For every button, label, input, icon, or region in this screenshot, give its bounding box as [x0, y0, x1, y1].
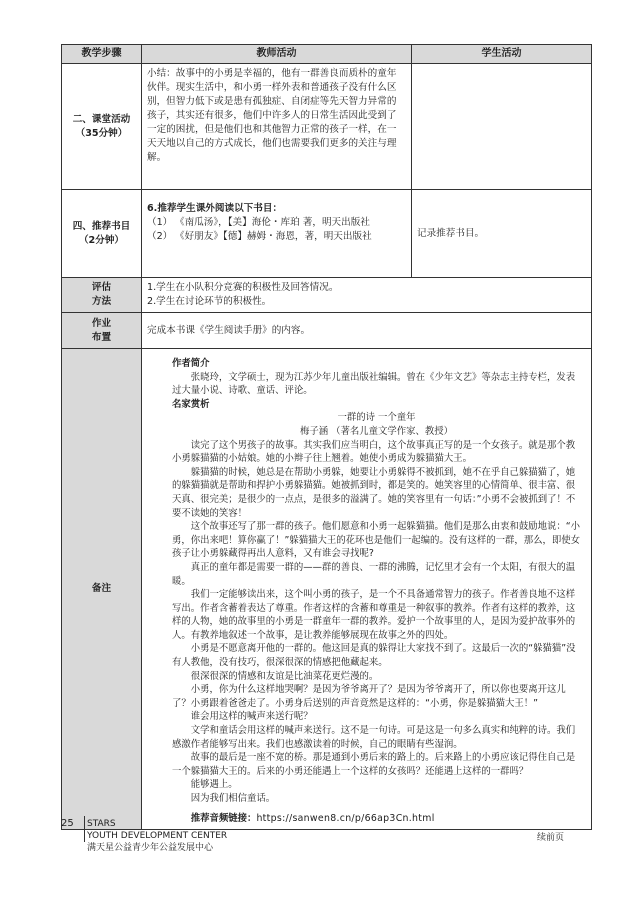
evaluation-line-2: 2.学生在讨论环节的积极性。 — [147, 296, 272, 307]
audio-link-label: 推荐音频链接： — [190, 812, 257, 824]
audio-link-url[interactable]: https://sanwen8.cn/p/66ap3Cn.html — [256, 812, 435, 824]
essay-author: 梅子涵 （著名儿童文学作家、教授） — [300, 425, 453, 437]
homework-label-2: 布置 — [91, 331, 112, 343]
step-books-title: 四、推荐书目 — [72, 220, 131, 232]
row-homework — [62, 313, 592, 349]
org-line-3: 满天星公益青少年公益发展中心 — [87, 843, 214, 853]
evaluation-content-cell — [142, 278, 592, 313]
step-classroom-title: 二、课堂活动 — [72, 113, 131, 125]
author-bio: 张晓玲，文学硕士，现为江苏少年儿童出版社编辑。曾在《少年文艺》等杂志主持专栏，发表过大量小说、诗歌、童话、评论。 — [172, 371, 576, 397]
header-student: 学生活动 — [412, 45, 592, 64]
essay-paragraph-10: 文学和童话会用这样的喊声来送行。这不是一句诗。可是这是一句多么真实和纯粹的诗。我们感激作者能够写出来。我们也感激读着的时候，自己的眼睛有些湿润。 — [172, 725, 576, 750]
book-item-2 — [147, 230, 406, 244]
essay-paragraph-13: 因为我们相信童话。 — [190, 793, 276, 804]
book-list — [147, 216, 406, 244]
header-steps: 教学步骤 — [62, 45, 142, 64]
student-books-text: 记录推荐书目。 — [417, 227, 485, 239]
essay-paragraph-12: 能够遇上。 — [190, 779, 238, 791]
row-recommended-books — [62, 190, 592, 278]
step-books-cell — [62, 190, 142, 278]
evaluation-label-1: 评估 — [91, 282, 112, 293]
notes-content-cell — [142, 349, 592, 830]
student-books-cell — [412, 190, 592, 278]
essay-paragraph-8: 小勇，你为什么这样地哭啊？是因为爷爷离开了？是因为爷爷离开了，所以你也要离开这儿了？小勇跟着爸爸走了。小勇身后送别的声音竟然是这样的：“小勇，你是躲猫猫大王！” — [172, 684, 566, 709]
critic-heading: 名家赏析 — [172, 398, 210, 410]
evaluation-line-1: 1.学生在小队积分竞赛的积极性及回答情况。 — [147, 282, 339, 293]
book-1-number: （1） — [147, 217, 173, 228]
book-2-number: （2） — [147, 231, 173, 242]
step-books-duration: （2分钟） — [78, 234, 125, 246]
homework-label-cell — [62, 313, 142, 349]
classroom-summary: 小结：故事中的小勇是幸福的，他有一群善良而质朴的童年伙伴。现实生活中，和小勇一样外表和普通孩子没有什么区别，但智力低下或是患有孤独症、自闭症等先天智力异常的孩子，其实还有很多，他们中许多人的日常生活因此受到了一定的困扰，但是他们也和其他智力正常的孩子一样，在一天天地以自己的方式成长，他们也需要我们更多的关注与理解。 — [147, 68, 397, 163]
student-classroom-cell — [412, 64, 592, 190]
books-title: 6.推荐学生课外阅读以下书目： — [147, 203, 283, 214]
notes-label-cell: 备注 — [62, 349, 142, 830]
essay-paragraph-7: 很深很深的情感和友谊是比油菜花更烂漫的。 — [190, 670, 379, 682]
footer-divider — [84, 816, 85, 842]
teacher-classroom-cell — [142, 64, 412, 190]
org-line-1: STARS — [87, 819, 116, 829]
homework-text: 完成本书课《学生阅读手册》的内容。 — [147, 324, 311, 336]
step-classroom-duration: （35分钟） — [75, 127, 128, 139]
row-notes — [62, 349, 592, 830]
essay-paragraph-2: 躲猫猫的时候，她总是在帮助小勇躲，她要让小勇躲得不被抓到，她不在乎自己躲猫猫了，她的躲猫猫就是帮助和捍护小勇躲猫猫。她被抓到时，都是笑的。她笑容里的心情简单、很丰富、很天真、很完美；是很少的一点点，是很多的溢满了。她的笑容里有一句话：”小勇不会被抓到了！不要不读她的笑容！ — [172, 466, 576, 519]
header-teacher: 教师活动 — [142, 45, 412, 64]
book-1-text: 《南瓜汤》，【美】海伦・库珀 著，明天出版社 — [175, 217, 370, 228]
table-header-row — [62, 45, 592, 64]
lesson-plan-table — [61, 44, 592, 830]
step-classroom-cell — [62, 64, 142, 190]
essay-paragraph-11: 故事的最后是一座不宽的桥。那是通到小勇后来的路上的。后来路上的小勇应该记得住自己是一个躲猫猫大王的。后来的小勇还能遇上一个这样的女孩吗？还能遇上这样的一群吗？ — [172, 752, 576, 777]
page-number: 25 — [61, 818, 74, 829]
row-evaluation — [62, 278, 592, 313]
essay-paragraph-6: 小勇是不愿意离开他的一群的。他这回是真的躲得让大家找不到了。这最后一次的“躲猫猫”没有人教他，没有技巧，很深很深的情感把他藏起来。 — [172, 643, 576, 669]
homework-content-cell — [142, 313, 592, 349]
evaluation-label-2: 方法 — [91, 296, 112, 307]
teacher-books-cell — [142, 190, 412, 278]
homework-label-1: 作业 — [91, 317, 112, 329]
book-item-1 — [147, 216, 406, 230]
organization-name — [87, 818, 227, 854]
essay-paragraph-9: 谁会用这样的喊声来送行呢？ — [190, 711, 313, 723]
row-classroom-activity — [62, 64, 592, 190]
author-heading: 作者简介 — [172, 358, 210, 369]
essay-paragraph-1: 读完了这个男孩子的故事。其实我们应当明白，这个故事真正写的是一个女孩子。就是那个教小勇躲猫猫的小姑娘。她的小辫子往上翘着。她使小勇成为躲猫猫大王。 — [172, 439, 576, 465]
evaluation-label-cell — [62, 278, 142, 313]
essay-paragraph-4: 真正的童年都是需要一群的——群的善良、一群的沸腾，记忆里才会有一个太阳，有很大的温暖。 — [172, 561, 576, 587]
essay-paragraph-5: 我们一定能够读出来，这个叫小勇的孩子，是一个不具备通常智力的孩子。作者善良地不这样写出。作者含蓄着表达了尊重。作者这样的含蓄和尊重是一种叙事的教养。作者有这样的教养，这样的人物，她的故事里的小勇是一群童年一群的教养。爱护一个故事里的人，是因为爱护故事外的人。有教养地叙述一个故事，是让教养能够展现在故事之外的四处。 — [172, 589, 576, 641]
essay-title: 一群的诗 一个童年 — [337, 412, 416, 424]
audio-link-line — [172, 812, 581, 826]
continued-label: 续前页 — [537, 833, 565, 843]
org-line-2: YOUTH DEVELOPMENT CENTER — [87, 831, 228, 841]
book-2-text: 《好朋友》【德】赫姆・海恩，著，明天出版社 — [175, 231, 372, 242]
essay-paragraph-3: 这个故事还写了那一群的孩子。他们愿意和小勇一起躲猫猫。他们是那么由衷和鼓励地说：“小勇，你出来吧！算你赢了！”躲猫猫大王的花环也是他们一起编的。没有这样的一群，那么，即使女孩子让小勇躲藏得再出人意料，又有谁会寻找呢? — [172, 521, 581, 560]
